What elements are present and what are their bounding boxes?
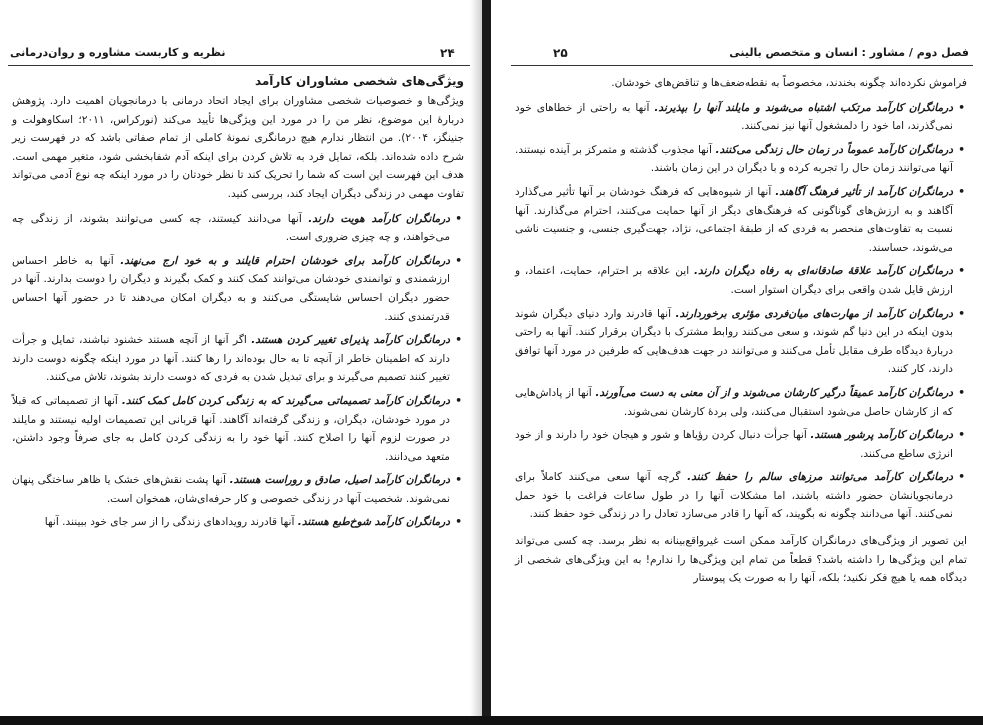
item-text: آنها جرأت دنبال کردن رؤیاها و شور و هیجان خود را دارند و از خود انرژی ساطع می‌کنند. xyxy=(515,429,953,460)
item-lead: درمانگران کارآمد اصیل، صادق و روراست هستند. xyxy=(229,474,450,487)
item-lead: درمانگران کارآمد پذیرای تغییر کردن هستند. xyxy=(251,334,450,347)
item-text: آنها قادرند وارد دنیای دیگران شوند بدون اینکه در این دنیا گم شوند، و سعی می‌کنند روابط مشترک با دیگران برقرار کنند. آنها به راحتی دربارهٔ دیدگاه طرف مقابل تأمل می‌کنند و می‌توانند در جهت هدف‌هایی که طرفین در مورد آنها توافق دارند، کار کنند. xyxy=(515,307,953,376)
list-item xyxy=(515,426,953,463)
item-text: آنها از شیوه‌هایی که فرهنگ خودشان بر آنها تأثیر می‌گذارد آگاهند و به ارزش‌های گوناگونی که فرهنگ‌های دیگر از آنها حمایت می‌کنند، احترام می‌گذارند. آنها نسبت به تفاوت‌های منحصر به فردی که از طبقهٔ اجتماعی، نژاد، جهت‌گیری جنسی، و جنسیت ناشی می‌شوند، حساسند. xyxy=(515,185,953,254)
list-item xyxy=(515,183,953,257)
item-lead: درمانگران کارآمد هویت دارند. xyxy=(308,212,450,225)
list-item xyxy=(515,262,953,299)
left-page-body xyxy=(12,72,464,537)
running-header-left: نظریه و کاربست مشاوره و روان‌درمانی xyxy=(10,46,226,59)
list-item xyxy=(12,471,450,508)
item-text: آنها قادرند رویدادهای زندگی را از سر جای خود ببینند. آنها xyxy=(44,516,298,529)
item-lead: درمانگران کارآمد از تأثیر فرهنگ آگاهند. xyxy=(775,185,953,198)
section-heading: ویژگی‌های شخصی مشاوران کارآمد xyxy=(254,74,464,88)
closing-paragraph: این تصویر از ویژگی‌های درمانگران کارآمد ممکن است غیرواقع‌بینانه به نظر برسد. چه کسی می‌تواند تمام این ویژگی‌ها را داشته باشد؟ قطعاً من تمام این ویژگی‌ها را ندارم! به این ویژگی‌های شخصی از دیدگاه همه یا هیچ فکر نکنید؛ بلکه، آنها را به صورت یک پیوستار xyxy=(515,535,967,585)
item-lead: درمانگران کارآمد عمیقاً درگیر کارشان می‌شوند و از آن معنی به دست می‌آورند. xyxy=(595,386,953,399)
gutter-shadow xyxy=(470,0,482,725)
intro-paragraph: ویژگی‌ها و خصوصیات شخصی مشاوران برای ایجاد اتحاد درمانی با درمانجویان اهمیت دارد. پژوهش دربارهٔ این موضوع، نظر من را در مورد این ویژگی‌ها تأیید می‌کند (نورکراس، ۲۰۱۱؛ اسکاوهولت و جنینگز، ۲۰۰۴). من انتظار ندارم هیچ درمانگری نمونهٔ کاملی از تمام صفاتی باشد که در فهرست زیر شرح داده شده‌اند. بلکه، تمایل فرد به تلاش کردن برای اینکه آدم شفابخشی شود، متغیر مهمی است. هدف این فهرست این است که شما را تحریک کند تا نظر خودتان را در مورد اینکه چه نوع آدمی می‌تواند تفاوت مهمی در زندگی دیگران ایجاد کند، بررسی کنید. xyxy=(12,95,464,200)
header-rule-right xyxy=(511,65,973,66)
item-text: آنها می‌دانند کیستند، چه کسی می‌توانند بشوند، از زندگی چه می‌خواهند، و چه چیزی ضروری است. xyxy=(12,212,450,244)
page-number-right: ۲۵ xyxy=(553,46,568,60)
item-lead: درمانگران کارآمد عموماً در زمان حال زندگی می‌کنند. xyxy=(715,143,953,156)
list-item xyxy=(515,384,953,421)
item-lead: درمانگران کارآمد شوخ‌طبع هستند. xyxy=(297,516,450,529)
item-lead: درمانگران کارآمد مرتکب اشتباه می‌شوند و مایلند آنها را بپذیرند. xyxy=(654,101,954,114)
list-item xyxy=(515,305,953,379)
traits-list xyxy=(515,99,967,524)
book-gutter xyxy=(482,0,491,725)
left-page xyxy=(0,0,482,725)
item-lead: درمانگران کارآمد تصمیماتی می‌گیرند که به زندگی کردن کامل کمک کنند. xyxy=(121,394,450,407)
continued-paragraph: فراموش نکرده‌اند چگونه بخندند، مخصوصاً به نقطه‌ضعف‌ها و تناقض‌های خودشان. xyxy=(611,77,967,89)
scan-bottom-edge xyxy=(0,716,983,725)
item-lead: درمانگران کارآمد علاقهٔ صادقانه‌ای به رفاه دیگران دارند. xyxy=(693,265,954,278)
header-rule-left xyxy=(8,65,470,66)
list-item xyxy=(12,513,450,532)
item-lead: درمانگران کارآمد برای خودشان احترام قایلند و به خود ارج می‌نهند. xyxy=(120,254,450,267)
list-item xyxy=(515,141,953,178)
item-text: اگر آنها از آنچه هستند خشنود نباشند، تمایل و جرأت دارند که اطمینان خاطر از آنچه تا به حال بوده‌اند را رها کنند. آنها در مورد اینکه چگونه دوست دارند تغییر کنند تصمیم می‌گیرند و برای تبدیل شدن به فردی که دوست دارند بشوند، تلاش می‌کنند. xyxy=(12,334,450,384)
running-header-right: فصل دوم / مشاور : انسان و متخصص بالینی xyxy=(729,46,969,59)
item-text: این علاقه بر احترام، حمایت، اعتماد، و ارزش قایل شدن واقعی برای دیگران استوار است. xyxy=(515,265,953,296)
item-lead: درمانگران کارآمد از مهارت‌های میان‌فردی مؤثری برخوردارند. xyxy=(675,307,954,320)
list-item xyxy=(12,210,450,247)
item-text: آنها از تصمیماتی که قبلاً در مورد خودشان، دیگران، و زندگی گرفته‌اند آگاهند. آنها قربانی این تصمیمات اولیه نیستند و مایلند در صورت لزوم آنها را اصلاح کنند. آنها خود را به زندگی کردن کامل به جای صرفاً وجود داشتن، متعهد می‌دانند. xyxy=(12,394,450,463)
traits-list xyxy=(12,210,464,533)
item-text: آنها به راحتی از خطاهای خود نمی‌گذرند، اما خود را دلمشغول آنها نیز نمی‌کنند. xyxy=(515,101,953,133)
item-text: آنها مجذوب گذشته و متمرکز بر آینده نیستند. آنها می‌توانند زمان حال را تجربه کرده و با دیگران در این زمان باشند. xyxy=(515,143,953,175)
item-lead: درمانگران کارآمد پرشور هستند. xyxy=(810,429,954,442)
item-text: آنها پشت نقش‌های خشک یا ظاهر ساختگی پنهان نمی‌شوند. شخصیت آنها در زندگی خصوصی و کار حرفه‌ای‌شان، همخوان است. xyxy=(12,474,450,505)
list-item xyxy=(12,392,450,466)
item-text: گرچه آنها سعی می‌کنند کاملاً برای درمانجویانشان حضور داشته باشند، اما مشکلات آنها را در طول ساعات فراغت با خود حمل نمی‌کنند. آنها می‌دانند چگونه نه بگویند، که آنها را قادر می‌سازد تعادل را در زندگی خود حفظ کنند. xyxy=(515,471,953,521)
page-number-left: ۲۴ xyxy=(440,46,455,60)
item-text: آنها به خاطر احساس ارزشمندی و توانمندی خودشان می‌توانند کمک کنند و کمک بگیرند و دیگران را دوست بدارند. آنها در حضور دیگران احساس شایستگی می‌کنند و به دیگران امکان می‌دهند تا در حضور آنها احساس قدرتمندی کنند. xyxy=(12,254,450,323)
item-text: آنها از پاداش‌هایی که از کارشان حاصل می‌شود استقبال می‌کنند، ولی بردهٔ کارشان نمی‌شوند. xyxy=(515,386,953,418)
list-item xyxy=(12,252,450,326)
item-lead: درمانگران کارآمد می‌توانند مرزهای سالم را حفظ کنند. xyxy=(687,471,953,484)
right-page xyxy=(491,0,983,725)
right-page-body xyxy=(515,74,967,594)
list-item xyxy=(515,99,953,136)
list-item xyxy=(515,468,953,524)
list-item xyxy=(12,331,450,387)
